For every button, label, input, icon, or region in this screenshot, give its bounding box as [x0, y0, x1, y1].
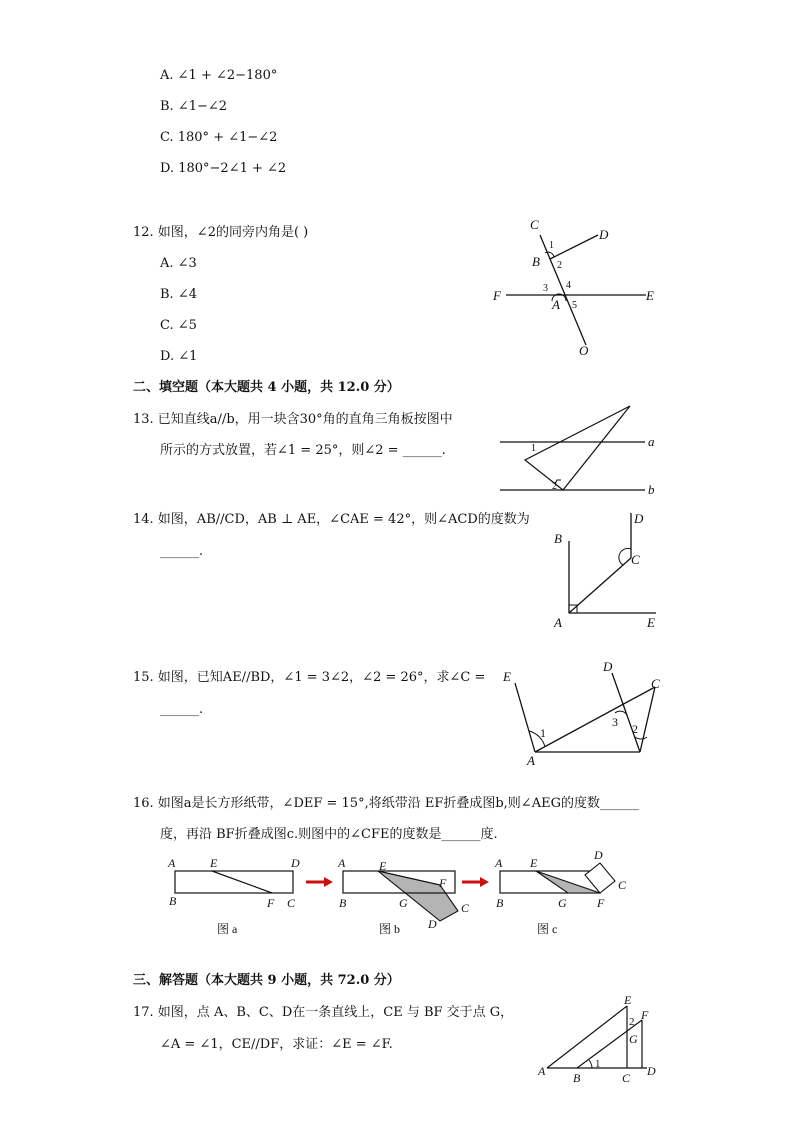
q12-label-b: B — [532, 254, 540, 269]
q16c-label-g: G — [558, 896, 567, 910]
q12-angle-5: 5 — [572, 300, 577, 311]
q16-caption-a: 图 a — [217, 922, 238, 936]
q16c-label-f: F — [597, 896, 605, 910]
q14-label-c: C — [631, 552, 640, 567]
q16b-label-d: D — [428, 917, 437, 931]
q16c-label-a: A — [495, 856, 503, 870]
q16c-label-b: B — [496, 896, 504, 910]
q16-figures — [160, 845, 640, 940]
q12-angle-2: 2 — [557, 260, 562, 271]
q11-option-b: B. ∠1−∠2 — [160, 99, 228, 114]
q15-label-e: E — [503, 669, 511, 684]
q14-label-d: D — [634, 511, 644, 526]
q12-label-e: E — [646, 288, 654, 303]
q16-line-2: 度，再沿 BF折叠成图c.则图中的∠CFE的度数是______度. — [160, 827, 498, 842]
q16b-label-b: B — [339, 896, 347, 910]
q17-label-e: E — [624, 993, 632, 1007]
q12-option-a: A. ∠3 — [160, 256, 197, 271]
q13-line-1: 13. 已知直线a//b，用一块含30°角的直角三角板按图中 — [133, 412, 453, 427]
q12-label-c: C — [530, 217, 539, 232]
q15-label-c: C — [651, 676, 660, 691]
q17-label-f: F — [641, 1008, 649, 1022]
q12-option-c: C. ∠5 — [160, 318, 197, 333]
q13-angle-2: 2 — [552, 481, 557, 492]
q16c-label-d: D — [594, 848, 603, 862]
q12-figure — [488, 215, 668, 360]
section-3-heading: 三、解答题（本大题共 9 小题，共 72.0 分） — [133, 973, 400, 988]
q12-option-b: B. ∠4 — [160, 287, 197, 302]
q16-caption-c: 图 c — [537, 922, 558, 936]
q16b-label-e: E — [379, 859, 387, 873]
q17-line-2: ∠A = ∠1，CE//DF，求证：∠E = ∠F. — [160, 1037, 393, 1052]
q14-line-1: 14. 如图，AB//CD，AB ⊥ AE，∠CAE = 42°，则∠ACD的度数为 — [133, 512, 530, 527]
q11-option-c: C. 180° + ∠1−∠2 — [160, 130, 278, 145]
q16a-label-f: F — [267, 896, 275, 910]
q12-label-o: O — [579, 343, 589, 358]
q17-label-b: B — [573, 1071, 581, 1085]
q16-line-1: 16. 如图a是长方形纸带，∠DEF = 15°,将纸带沿 EF折叠成图b,则∠AEG的度数______ — [133, 796, 639, 811]
q13-line-b-label: b — [648, 482, 655, 497]
q14-line-2: ______. — [160, 544, 204, 559]
q11-option-d: D. 180°−2∠1 + ∠2 — [160, 161, 287, 176]
q13-figure — [495, 400, 665, 500]
q16a-label-d: D — [291, 856, 300, 870]
q12-label-f: F — [493, 288, 501, 303]
q12-angle-3: 3 — [543, 283, 548, 294]
q16b-label-g: G — [399, 896, 408, 910]
q17-label-c: C — [622, 1071, 631, 1085]
q13-line-a-label: a — [648, 434, 655, 449]
q14-label-e: E — [647, 615, 655, 630]
q17-label-d: D — [647, 1064, 656, 1078]
q16c-label-c: C — [618, 878, 627, 892]
q16a-label-b: B — [169, 894, 177, 908]
q16b-label-f: F — [439, 876, 447, 890]
q16a-label-e: E — [210, 856, 218, 870]
q15-label-a: A — [527, 753, 535, 768]
q12-option-d: D. ∠1 — [160, 349, 198, 364]
q11-option-a: A. ∠1 + ∠2−180° — [160, 68, 278, 83]
q16-caption-b: 图 b — [379, 922, 401, 936]
q12-label-d: D — [599, 227, 609, 242]
q12-stem: 12. 如图，∠2的同旁内角是( ) — [133, 225, 309, 240]
q13-line-2: 所示的方式放置，若∠1 = 25°，则∠2 = ______. — [160, 443, 446, 458]
q16c-label-e: E — [530, 856, 538, 870]
section-2-heading: 二、填空题（本大题共 4 小题，共 12.0 分） — [133, 380, 400, 395]
q15-line-1: 15. 如图，已知AE//BD，∠1 = 3∠2，∠2 = 26°，求∠C = — [133, 670, 486, 685]
q14-label-a: A — [554, 615, 562, 630]
q15-label-d: D — [603, 659, 613, 674]
q17-label-g: G — [629, 1032, 638, 1046]
q17-figure — [535, 993, 665, 1088]
q14-label-b: B — [554, 531, 562, 546]
q17-angle-2: 2 — [629, 1016, 635, 1028]
q16b-label-c: C — [461, 901, 470, 915]
q15-angle-3: 3 — [612, 715, 618, 729]
q15-line-2: ______. — [160, 702, 204, 717]
q12-label-a: A — [552, 297, 560, 312]
q16a-label-a: A — [168, 856, 176, 870]
q12-angle-4: 4 — [566, 280, 571, 291]
q17-label-a: A — [538, 1064, 546, 1078]
q15-angle-2: 2 — [632, 722, 638, 736]
q16a-label-c: C — [287, 896, 296, 910]
q12-angle-1: 1 — [549, 240, 554, 251]
q16b-label-a: A — [338, 856, 346, 870]
q13-angle-1: 1 — [531, 443, 536, 454]
q15-angle-1: 1 — [540, 726, 546, 740]
q17-line-1: 17. 如图，点 A、B、C、D在一条直线上，CE 与 BF 交于点 G， — [133, 1005, 514, 1020]
q17-angle-1: 1 — [595, 1058, 601, 1070]
q15-figure — [495, 655, 670, 770]
q14-figure — [548, 505, 668, 635]
